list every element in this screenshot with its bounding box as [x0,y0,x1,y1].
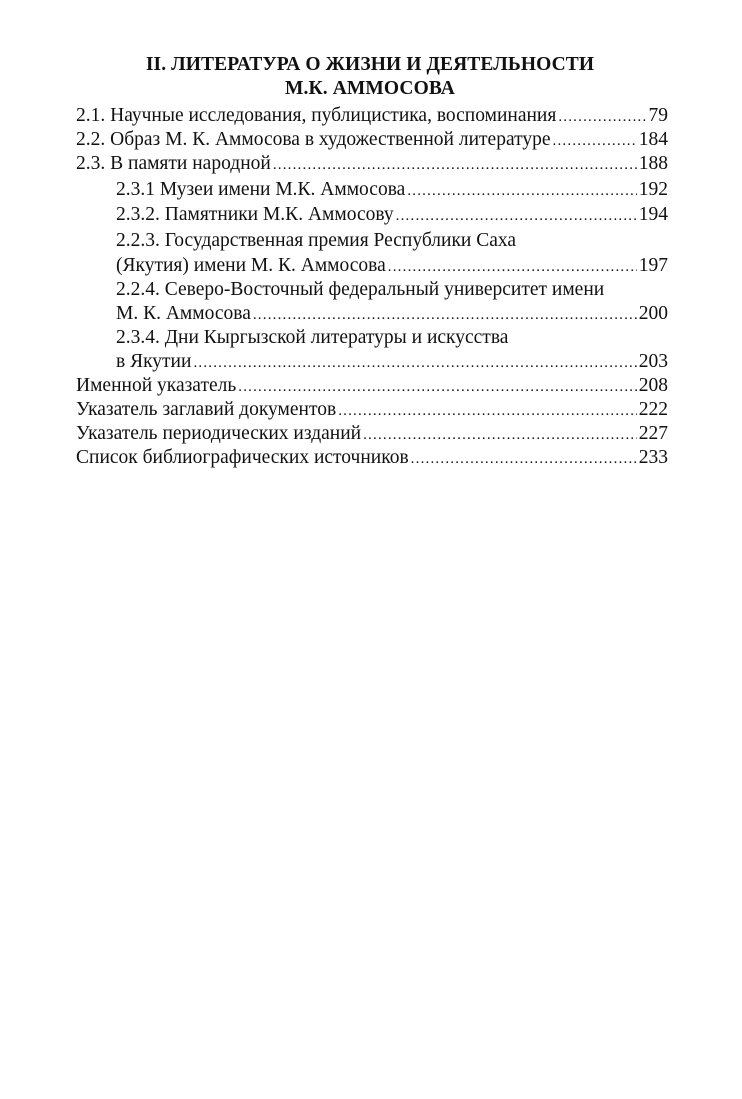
toc-entry-title-index [76,398,668,422]
section-title-line-1: II. ЛИТЕРАТУРА О ЖИЗНИ И ДЕЯТЕЛЬНОСТИ [145,54,595,75]
section-title-line-2: М.К. АММОСОВА [285,78,455,99]
dot-leader [396,204,637,228]
toc-entry-2-2-3-first-line: 2.2.3. Государственная премия Республики Саха [116,230,517,251]
toc-entry-page: 222 [638,399,668,420]
toc-entry-label: (Якутия) имени М. К. Аммосова [116,255,386,276]
toc-entry-label: М. К. Аммосова [116,303,251,324]
toc-entry-label: 2.2. Образ М. К. Аммосова в художественной литературе [76,129,551,150]
toc-entry-page: 184 [638,129,668,150]
toc-entry-label: 2.3.1 Музеи имени М.К. Аммосова [116,179,406,200]
dot-leader [558,105,646,129]
toc-entry-label: в Якутии [116,351,192,372]
toc-entry-2-1 [76,104,668,128]
toc-entry-page: 197 [638,255,668,276]
toc-entry-2-2-4-first-line: 2.2.4. Северо-Восточный федеральный университет имени [116,279,605,300]
toc-entry-sources-list [76,446,668,470]
toc-entry-page: 79 [648,105,668,126]
toc-entry-label: Указатель периодических изданий [76,423,362,444]
toc-entry-page: 208 [638,375,668,396]
toc-entry-page: 192 [638,179,668,200]
toc-entry-page: 194 [638,204,668,225]
dot-leader [273,153,637,177]
toc-entry-label: Указатель заглавий документов [76,399,337,420]
toc-entry-label: 2.3.2. Памятники М.К. Аммосову [116,204,394,225]
dot-leader [238,375,637,399]
toc-entry-page: 233 [638,447,668,468]
toc-entry-name-index [76,374,668,398]
dot-leader [363,423,637,447]
toc-entry-page: 200 [638,303,668,324]
toc-entry-page: 203 [638,351,668,372]
toc-entry-label: Список библиографических источников [76,447,409,468]
dot-leader [253,303,637,327]
toc-entry-page: 227 [638,423,668,444]
dot-leader [411,447,637,471]
toc-entry-periodicals-index [76,422,668,446]
toc-entry-2-3 [76,152,668,176]
toc-entry-2-2 [76,128,668,152]
toc-entry-2-3-4-first-line: 2.3.4. Дни Кыргызской литературы и искусства [116,327,509,348]
dot-leader [338,399,637,423]
toc-entry-label: 2.1. Научные исследования, публицистика, воспоминания [76,105,557,126]
toc-entry-2-3-1 [116,178,668,202]
toc-entry-2-2-4 [116,302,668,326]
toc-entry-page: 188 [638,153,668,174]
toc-entry-2-3-4 [116,350,668,374]
toc-entry-label: 2.3. В памяти народной [76,153,271,174]
dot-leader [388,255,637,279]
toc-entry-2-3-2 [116,203,668,227]
toc-entry-label: Именной указатель [76,375,237,396]
dot-leader [407,179,636,203]
dot-leader [553,129,637,153]
dot-leader [193,351,636,375]
toc-entry-2-2-3 [116,254,668,278]
